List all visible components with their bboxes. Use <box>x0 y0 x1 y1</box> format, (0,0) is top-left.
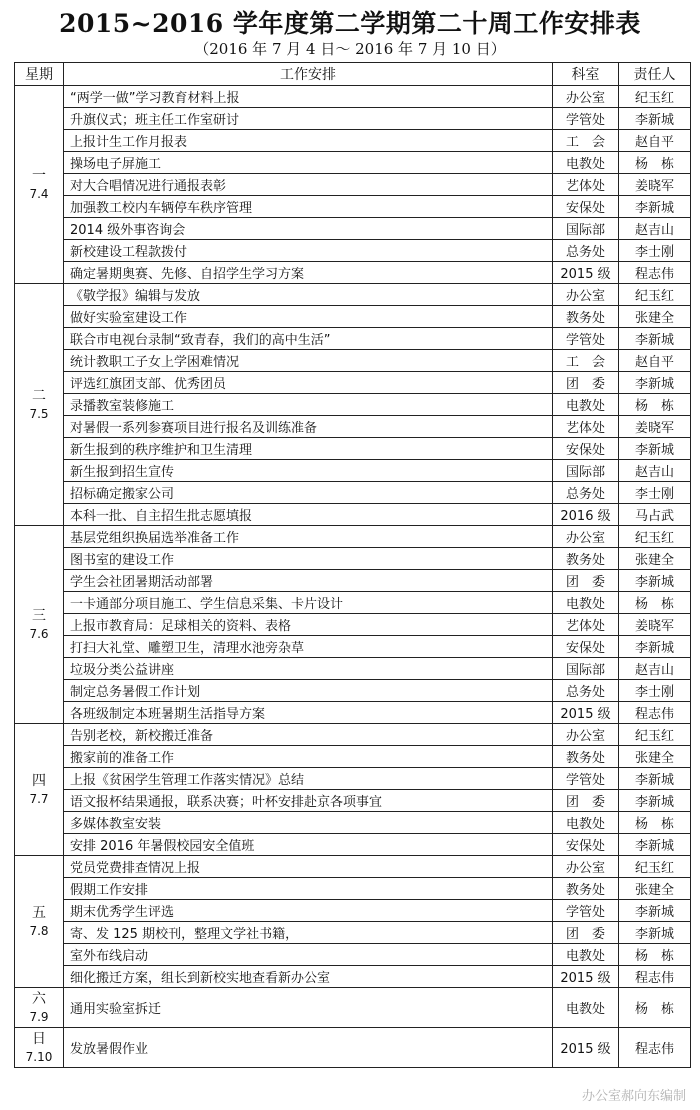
table-row <box>15 724 691 746</box>
table-row <box>15 636 691 658</box>
person-cell: 杨 栋 <box>619 394 691 416</box>
table-row <box>15 922 691 944</box>
dept-cell: 团 委 <box>553 372 619 394</box>
person-cell: 马占武 <box>619 504 691 526</box>
table-row <box>15 526 691 548</box>
task-cell: 打扫大礼堂、雕塑卫生，清理水池旁杂草 <box>64 636 553 658</box>
table-row <box>15 900 691 922</box>
day-cell <box>15 526 64 724</box>
person-cell: 程志伟 <box>619 1028 691 1068</box>
task-cell: 期末优秀学生评选 <box>64 900 553 922</box>
task-cell: 新校建设工程款拨付 <box>64 240 553 262</box>
dept-cell: 电教处 <box>553 592 619 614</box>
dept-cell: 办公室 <box>553 526 619 548</box>
dept-cell: 团 委 <box>553 570 619 592</box>
day-cell <box>15 724 64 856</box>
person-cell: 赵自平 <box>619 130 691 152</box>
dept-cell: 2015 级 <box>553 702 619 724</box>
dept-cell: 总务处 <box>553 240 619 262</box>
person-cell: 李新城 <box>619 790 691 812</box>
task-cell: 各班级制定本班暑期生活指导方案 <box>64 702 553 724</box>
compiler-note: 办公室郝向东编制 <box>581 1089 686 1104</box>
dept-cell: 国际部 <box>553 658 619 680</box>
task-cell: “两学一做”学习教育材料上报 <box>64 86 553 108</box>
table-row <box>15 394 691 416</box>
task-cell: 一卡通部分项目施工、学生信息采集、卡片设计 <box>64 592 553 614</box>
person-cell: 杨 栋 <box>619 152 691 174</box>
weekday-label: 三 <box>32 607 46 624</box>
person-cell: 纪玉红 <box>619 86 691 108</box>
task-cell: 《敬学报》编辑与发放 <box>64 284 553 306</box>
person-cell: 程志伟 <box>619 702 691 724</box>
table-row <box>15 702 691 724</box>
task-cell: 新生报到招生宣传 <box>64 460 553 482</box>
task-cell: 新生报到的秩序维护和卫生清理 <box>64 438 553 460</box>
task-cell: 加强教工校内车辆停车秩序管理 <box>64 196 553 218</box>
table-row <box>15 988 691 1028</box>
dept-cell: 工 会 <box>553 130 619 152</box>
dept-cell: 教务处 <box>553 878 619 900</box>
person-cell: 李新城 <box>619 372 691 394</box>
task-cell: 操场电子屏施工 <box>64 152 553 174</box>
table-row <box>15 482 691 504</box>
table-row <box>15 856 691 878</box>
dept-cell: 总务处 <box>553 680 619 702</box>
person-cell: 程志伟 <box>619 966 691 988</box>
page-title: 2015~2016 学年度第二学期第二十周工作安排表 <box>59 9 641 38</box>
table-row <box>15 262 691 284</box>
task-cell: 搬家前的准备工作 <box>64 746 553 768</box>
task-cell: 多媒体教室安装 <box>64 812 553 834</box>
dept-cell: 电教处 <box>553 944 619 966</box>
person-cell: 姜晓军 <box>619 174 691 196</box>
person-cell: 程志伟 <box>619 262 691 284</box>
task-cell: 录播教室装修施工 <box>64 394 553 416</box>
dept-cell: 教务处 <box>553 306 619 328</box>
person-cell: 姜晓军 <box>619 614 691 636</box>
task-cell: 安排 2016 年暑假校园安全值班 <box>64 834 553 856</box>
table-row <box>15 416 691 438</box>
table-row <box>15 592 691 614</box>
person-cell: 李新城 <box>619 636 691 658</box>
task-cell: 对大合唱情况进行通报表彰 <box>64 174 553 196</box>
table-row <box>15 834 691 856</box>
dept-cell: 教务处 <box>553 746 619 768</box>
table-header-row <box>15 63 691 86</box>
person-cell: 李新城 <box>619 570 691 592</box>
task-cell: 通用实验室拆迁 <box>64 988 553 1028</box>
date-label: 7.5 <box>29 406 49 421</box>
person-cell: 纪玉红 <box>619 526 691 548</box>
weekday-label: 日 <box>32 1030 46 1047</box>
person-cell: 纪玉红 <box>619 724 691 746</box>
task-cell: 基层党组织换届选举准备工作 <box>64 526 553 548</box>
task-cell: 寄、发 125 期校刊，整理文学社书籍， <box>64 922 553 944</box>
person-cell: 杨 栋 <box>619 812 691 834</box>
dept-cell: 学管处 <box>553 108 619 130</box>
dept-cell: 学管处 <box>553 328 619 350</box>
table-row <box>15 504 691 526</box>
table-row <box>15 614 691 636</box>
table-row <box>15 174 691 196</box>
task-cell: 室外布线启动 <box>64 944 553 966</box>
table-row <box>15 812 691 834</box>
dept-cell: 电教处 <box>553 988 619 1028</box>
dept-cell: 安保处 <box>553 438 619 460</box>
person-cell: 张建全 <box>619 878 691 900</box>
table-row <box>15 196 691 218</box>
person-cell: 李士刚 <box>619 680 691 702</box>
table-row <box>15 284 691 306</box>
date-range: （2016 年 7 月 4 日～ 2016 年 7 月 10 日） <box>194 40 506 58</box>
person-cell: 赵吉山 <box>619 658 691 680</box>
day-cell <box>15 284 64 526</box>
table-row <box>15 570 691 592</box>
task-cell: 上报计生工作月报表 <box>64 130 553 152</box>
dept-cell: 团 委 <box>553 922 619 944</box>
dept-cell: 安保处 <box>553 834 619 856</box>
dept-cell: 办公室 <box>553 724 619 746</box>
table-row <box>15 746 691 768</box>
person-cell: 李新城 <box>619 108 691 130</box>
dept-cell: 电教处 <box>553 812 619 834</box>
task-cell: 发放暑假作业 <box>64 1028 553 1068</box>
task-cell: 假期工作安排 <box>64 878 553 900</box>
day-cell <box>15 86 64 284</box>
table-row <box>15 658 691 680</box>
dept-cell: 艺体处 <box>553 416 619 438</box>
dept-cell: 安保处 <box>553 636 619 658</box>
table-row <box>15 944 691 966</box>
person-cell: 李新城 <box>619 900 691 922</box>
table-row <box>15 350 691 372</box>
table-row <box>15 108 691 130</box>
date-label: 7.9 <box>29 1009 49 1024</box>
person-cell: 杨 栋 <box>619 592 691 614</box>
person-cell: 李士刚 <box>619 240 691 262</box>
person-cell: 张建全 <box>619 746 691 768</box>
table-row <box>15 790 691 812</box>
task-cell: 告别老校，新校搬迁准备 <box>64 724 553 746</box>
date-label: 7.6 <box>29 626 49 641</box>
task-cell: 升旗仪式；班主任工作室研讨 <box>64 108 553 130</box>
dept-cell: 教务处 <box>553 548 619 570</box>
task-cell: 联合市电视台录制“致青春，我们的高中生活” <box>64 328 553 350</box>
weekday-label: 二 <box>32 387 46 404</box>
dept-cell: 国际部 <box>553 460 619 482</box>
header-dept: 科室 <box>553 63 619 86</box>
dept-cell: 安保处 <box>553 196 619 218</box>
dept-cell: 学管处 <box>553 768 619 790</box>
table-row <box>15 372 691 394</box>
table-row <box>15 240 691 262</box>
dept-cell: 2016 级 <box>553 504 619 526</box>
task-cell: 党员党费排查情况上报 <box>64 856 553 878</box>
person-cell: 李士刚 <box>619 482 691 504</box>
task-cell: 制定总务暑假工作计划 <box>64 680 553 702</box>
task-cell: 评选红旗团支部、优秀团员 <box>64 372 553 394</box>
person-cell: 李新城 <box>619 328 691 350</box>
task-cell: 本科一批、自主招生批志愿填报 <box>64 504 553 526</box>
date-label: 7.7 <box>29 791 49 806</box>
person-cell: 赵吉山 <box>619 218 691 240</box>
table-row <box>15 966 691 988</box>
table-row <box>15 680 691 702</box>
task-cell: 细化搬迁方案，组长到新校实地查看新办公室 <box>64 966 553 988</box>
table-row <box>15 130 691 152</box>
task-cell: 上报《贫困学生管理工作落实情况》总结 <box>64 768 553 790</box>
header-day: 星期 <box>15 63 64 86</box>
header-task: 工作安排 <box>64 63 553 86</box>
dept-cell: 电教处 <box>553 152 619 174</box>
weekday-label: 五 <box>32 904 46 921</box>
dept-cell: 办公室 <box>553 856 619 878</box>
dept-cell: 办公室 <box>553 86 619 108</box>
table-row <box>15 86 691 108</box>
task-cell: 统计教职工子女上学困难情况 <box>64 350 553 372</box>
table-row <box>15 306 691 328</box>
task-cell: 对暑假一系列参赛项目进行报名及训练准备 <box>64 416 553 438</box>
header-person: 责任人 <box>619 63 691 86</box>
person-cell: 纪玉红 <box>619 856 691 878</box>
task-cell: 招标确定搬家公司 <box>64 482 553 504</box>
date-label: 7.4 <box>29 186 49 201</box>
dept-cell: 办公室 <box>553 284 619 306</box>
dept-cell: 2015 级 <box>553 966 619 988</box>
person-cell: 杨 栋 <box>619 988 691 1028</box>
table-row <box>15 152 691 174</box>
task-cell: 2014 级外事咨询会 <box>64 218 553 240</box>
person-cell: 赵吉山 <box>619 460 691 482</box>
schedule-table <box>14 62 691 1068</box>
task-cell: 图书室的建设工作 <box>64 548 553 570</box>
date-label: 7.10 <box>25 1049 53 1064</box>
table-row <box>15 1028 691 1068</box>
table-row <box>15 878 691 900</box>
weekday-label: 一 <box>32 167 46 184</box>
table-row <box>15 438 691 460</box>
person-cell: 张建全 <box>619 306 691 328</box>
day-cell <box>15 988 64 1028</box>
person-cell: 李新城 <box>619 196 691 218</box>
person-cell: 赵自平 <box>619 350 691 372</box>
date-label: 7.8 <box>29 923 49 938</box>
dept-cell: 工 会 <box>553 350 619 372</box>
day-cell <box>15 1028 64 1068</box>
dept-cell: 艺体处 <box>553 614 619 636</box>
task-cell: 语文报杯结果通报，联系决赛；叶杯安排赴京各项事宜 <box>64 790 553 812</box>
dept-cell: 2015 级 <box>553 1028 619 1068</box>
dept-cell: 国际部 <box>553 218 619 240</box>
schedule-body <box>15 86 691 1068</box>
dept-cell: 艺体处 <box>553 174 619 196</box>
person-cell: 李新城 <box>619 768 691 790</box>
task-cell: 学生会社团暑期活动部署 <box>64 570 553 592</box>
task-cell: 做好实验室建设工作 <box>64 306 553 328</box>
dept-cell: 团 委 <box>553 790 619 812</box>
person-cell: 张建全 <box>619 548 691 570</box>
table-row <box>15 548 691 570</box>
task-cell: 垃圾分类公益讲座 <box>64 658 553 680</box>
dept-cell: 总务处 <box>553 482 619 504</box>
dept-cell: 学管处 <box>553 900 619 922</box>
person-cell: 纪玉红 <box>619 284 691 306</box>
dept-cell: 电教处 <box>553 394 619 416</box>
table-row <box>15 768 691 790</box>
day-cell <box>15 856 64 988</box>
weekday-label: 六 <box>32 990 46 1007</box>
dept-cell: 2015 级 <box>553 262 619 284</box>
weekday-label: 四 <box>32 772 46 789</box>
table-row <box>15 218 691 240</box>
person-cell: 姜晓军 <box>619 416 691 438</box>
task-cell: 上报市教育局：足球相关的资料、表格 <box>64 614 553 636</box>
person-cell: 李新城 <box>619 834 691 856</box>
person-cell: 李新城 <box>619 438 691 460</box>
person-cell: 杨 栋 <box>619 944 691 966</box>
person-cell: 李新城 <box>619 922 691 944</box>
table-row <box>15 328 691 350</box>
table-row <box>15 460 691 482</box>
task-cell: 确定暑期奥赛、先修、自招学生学习方案 <box>64 262 553 284</box>
